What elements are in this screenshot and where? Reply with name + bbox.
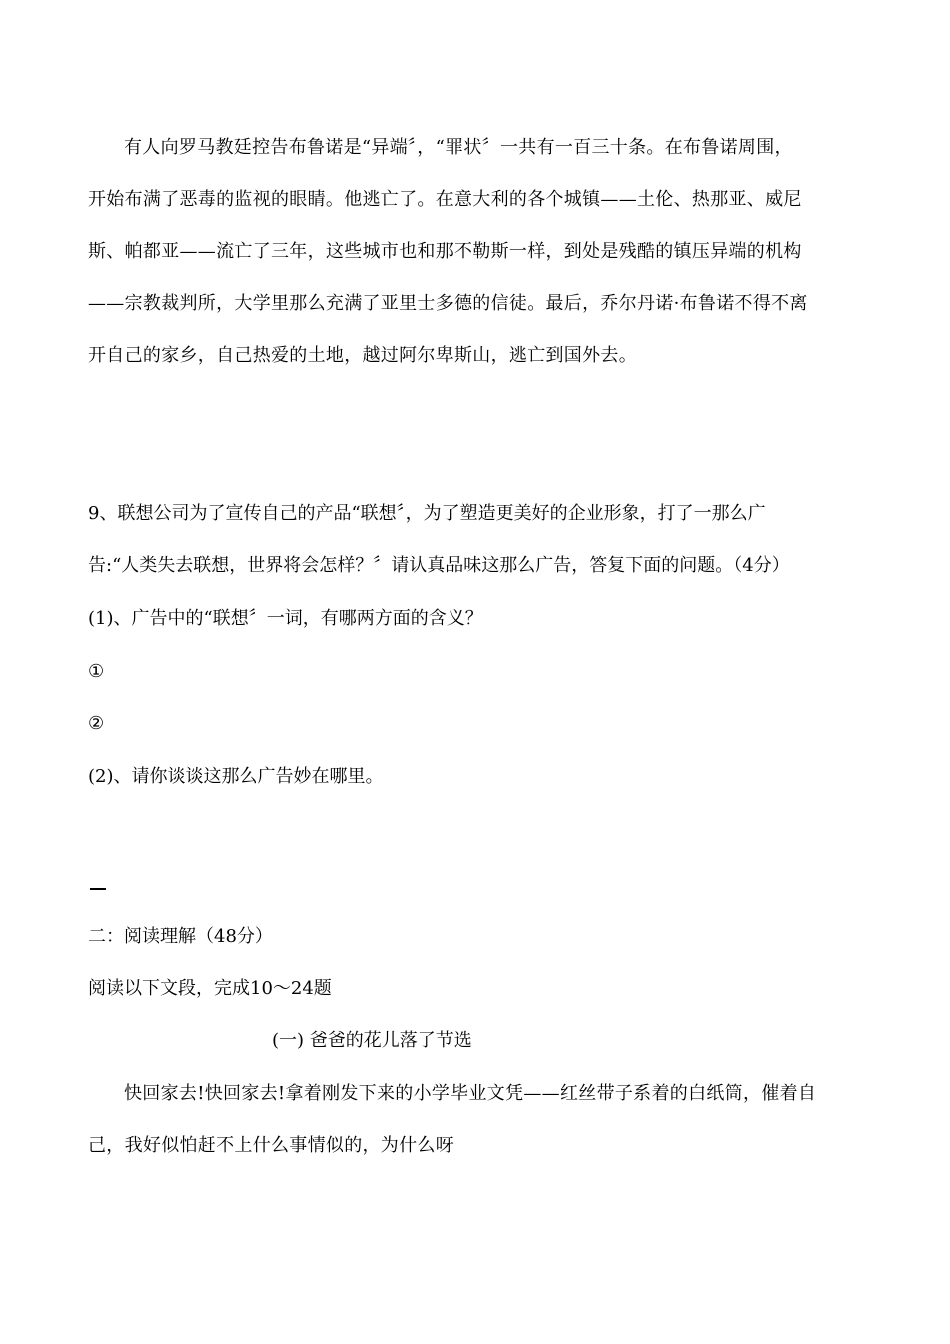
separator-dash [90, 888, 106, 890]
passage-line-2: 开始布满了恶毒的监视的眼睛。他逃亡了。在意大利的各个城镇——土伦、热那亚、威尼 [88, 189, 802, 210]
passage-subtitle: (一) 爸爸的花儿落了节选 [272, 1030, 472, 1051]
reading-passage-line-2: 己，我好似怕赶不上什么事情似的，为什么呀 [88, 1135, 454, 1156]
question-9-line-2: 告:“人类失去联想，世界将会怎样？〞请认真品味这那么广告，答复下面的问题。（4分） [88, 555, 790, 576]
passage-line-1: 有人向罗马教廷控告布鲁诺是“异端〞，“罪状〞一共有一百三十条。在布鲁诺周围， [124, 137, 793, 158]
answer-option-2: ② [88, 713, 105, 734]
section-heading: 二：阅读理解（48分） [88, 926, 273, 947]
answer-option-1: ① [88, 661, 105, 682]
question-9-sub-1: (1)、广告中的“联想〞一词，有哪两方面的含义？ [88, 608, 483, 629]
reading-passage-line-1: 快回家去!快回家去!拿着刚发下来的小学毕业文凭——红丝带子系着的白纸筒，催着自 [124, 1083, 817, 1104]
passage-line-3: 斯、帕都亚——流亡了三年，这些城市也和那不勒斯一样，到处是残酷的镇压异端的机构 [88, 241, 802, 262]
passage-line-4: ——宗教裁判所，大学里那么充满了亚里士多德的信徒。最后，乔尔丹诺·布鲁诺不得不离 [88, 293, 808, 314]
section-instruction: 阅读以下文段，完成10～24题 [88, 978, 332, 999]
question-9-sub-2: (2)、请你谈谈这那么广告妙在哪里。 [88, 766, 384, 787]
passage-line-5: 开自己的家乡，自己热爱的土地，越过阿尔卑斯山，逃亡到国外去。 [88, 345, 637, 366]
question-9-line-1: 9、联想公司为了宣传自己的产品“联想〞，为了塑造更美好的企业形象，打了一那么广 [88, 503, 766, 524]
